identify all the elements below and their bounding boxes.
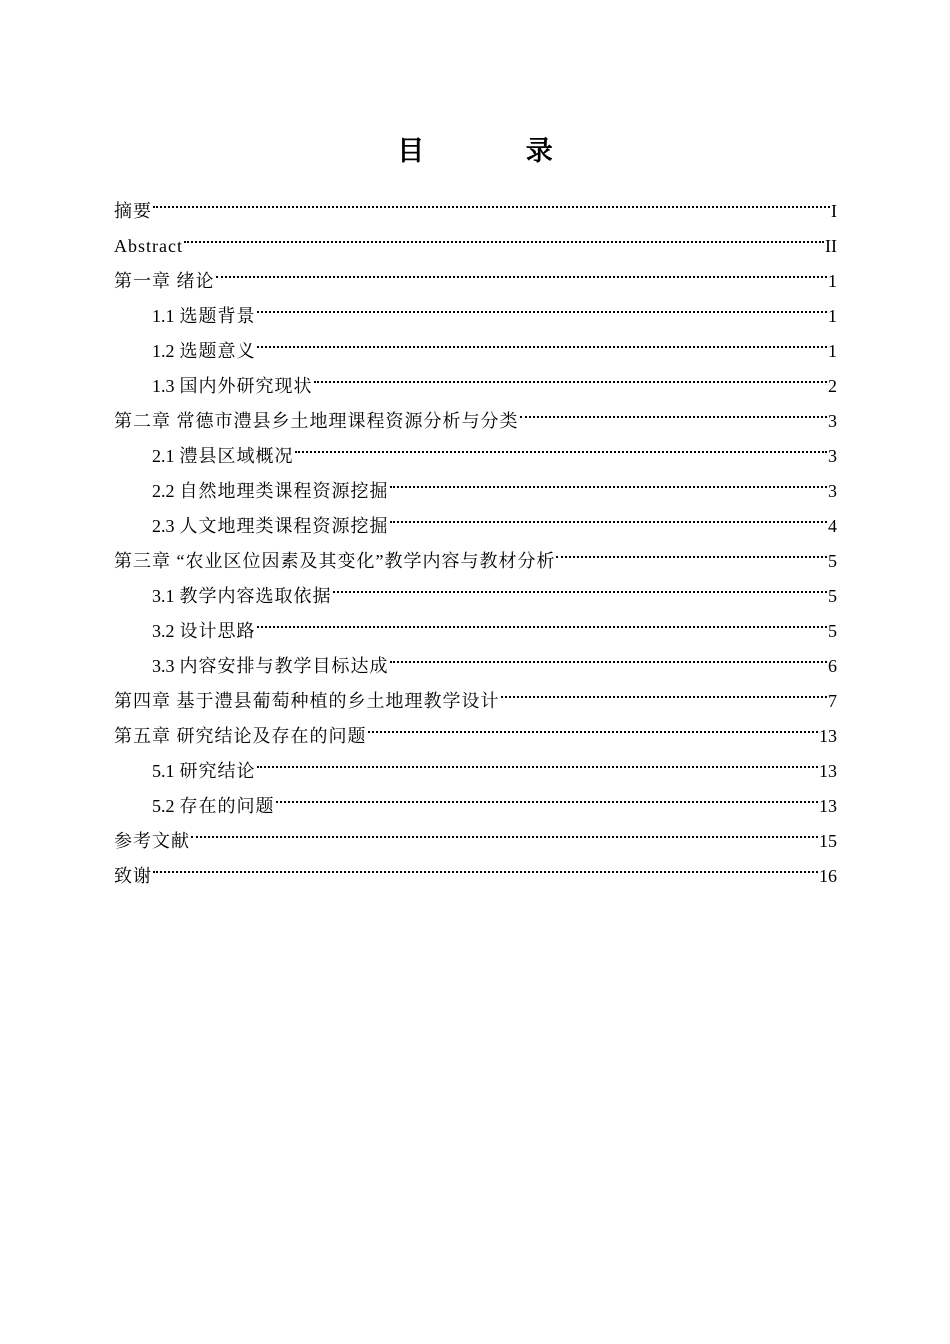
- toc-dot-leader: [276, 777, 819, 812]
- toc-dot-leader: [184, 217, 824, 252]
- toc-dot-leader: [257, 287, 828, 322]
- toc-page-number: II: [825, 236, 837, 256]
- toc-entry-text: 致谢: [114, 866, 152, 886]
- toc-page-number: 1: [828, 306, 837, 326]
- toc-entry-text: 第四章 基于澧县葡萄种植的乡土地理教学设计: [114, 691, 500, 711]
- toc-page-number: 5: [828, 551, 837, 571]
- toc-entry-label: [152, 474, 389, 509]
- toc-entry-label: [152, 614, 256, 649]
- toc-dot-leader: [153, 182, 830, 217]
- toc-page-number: I: [831, 201, 837, 221]
- toc-entry-number: 2.1: [152, 446, 175, 466]
- toc-dot-leader: [295, 427, 828, 462]
- toc-dot-leader: [368, 707, 819, 742]
- toc-entry-text: 教学内容选取依据: [179, 586, 332, 606]
- toc-entry-number: 1.3: [152, 376, 175, 396]
- toc-page-number: 13: [819, 761, 837, 781]
- toc-dot-leader: [390, 637, 828, 672]
- toc-entry-text: 自然地理类课程资源挖掘: [179, 481, 389, 501]
- toc-entry-label: [152, 369, 313, 404]
- toc-entry-label: [152, 649, 389, 684]
- toc-entry-text: 人文地理类课程资源挖掘: [179, 516, 389, 536]
- toc-page-number: 3: [828, 481, 837, 501]
- toc-entry-label: [152, 509, 389, 544]
- toc-dot-leader: [390, 497, 828, 532]
- toc-entry-number: 3.2: [152, 621, 175, 641]
- toc-list: [114, 182, 837, 886]
- toc-dot-leader: [314, 357, 828, 392]
- toc-entry-text: 第五章 研究结论及存在的问题: [114, 726, 367, 746]
- toc-entry-text: 澧县区域概况: [179, 446, 294, 466]
- toc-page-number: 6: [828, 656, 837, 676]
- toc-title: 目 录: [397, 136, 599, 167]
- toc-dot-leader: [257, 322, 828, 357]
- toc-page-number: 3: [828, 411, 837, 431]
- toc-page-number: 13: [819, 796, 837, 816]
- toc-dot-leader: [501, 672, 828, 707]
- toc-dot-leader: [191, 812, 818, 847]
- toc-page-number: 15: [819, 831, 837, 851]
- toc-entry-text: Abstract: [114, 236, 183, 256]
- toc-entry-number: 5.1: [152, 761, 175, 781]
- toc-page-number: 1: [828, 341, 837, 361]
- toc-entry-text: 存在的问题: [179, 796, 275, 816]
- toc-dot-leader: [333, 567, 828, 602]
- toc-page-number: 2: [828, 376, 837, 396]
- toc-entry-label: [152, 334, 256, 369]
- toc-dot-leader: [556, 532, 827, 567]
- toc-entry-label: [114, 229, 183, 264]
- toc-entry[interactable]: [114, 847, 837, 886]
- toc-entry-text: 设计思路: [179, 621, 256, 641]
- toc-entry-number: 1.1: [152, 306, 175, 326]
- toc-entry[interactable]: [114, 182, 837, 221]
- toc-page-number: 16: [819, 866, 837, 886]
- toc-entry[interactable]: [114, 287, 837, 326]
- toc-entry-text: 参考文献: [114, 831, 190, 851]
- toc-page-number: 7: [828, 691, 837, 711]
- toc-dot-leader: [390, 462, 828, 497]
- toc-entry-text: 选题意义: [179, 341, 256, 361]
- toc-entry-text: 选题背景: [179, 306, 256, 326]
- toc-entry-number: 3.1: [152, 586, 175, 606]
- toc-dot-leader: [216, 252, 828, 287]
- toc-entry[interactable]: [114, 217, 837, 256]
- toc-entry[interactable]: [114, 812, 837, 851]
- toc-entry-label: [152, 439, 294, 474]
- toc-dot-leader: [257, 602, 828, 637]
- toc-entry-label: [114, 264, 215, 299]
- toc-entry-label: [152, 754, 256, 789]
- toc-entry-text: 摘要: [114, 201, 152, 221]
- toc-entry-label: [114, 194, 152, 229]
- toc-page-number: 1: [828, 271, 837, 291]
- toc-dot-leader: [257, 742, 819, 777]
- toc-entry-text: 国内外研究现状: [179, 376, 313, 396]
- toc-entry-text: 研究结论: [179, 761, 256, 781]
- toc-entry[interactable]: [114, 252, 837, 291]
- toc-entry-label: [114, 859, 152, 894]
- toc-page-number: 3: [828, 446, 837, 466]
- toc-entry-text: 第二章 常德市澧县乡土地理课程资源分析与分类: [114, 411, 519, 431]
- toc-dot-leader: [153, 847, 818, 882]
- toc-entry-number: 2.2: [152, 481, 175, 501]
- toc-entry-number: 1.2: [152, 341, 175, 361]
- toc-entry-number: 3.3: [152, 656, 175, 676]
- toc-entry-text: 内容安排与教学目标达成: [179, 656, 389, 676]
- toc-page-number: 4: [828, 516, 837, 536]
- toc-entry-number: 5.2: [152, 796, 175, 816]
- toc-entry-text: 第一章 绪论: [114, 271, 215, 291]
- toc-page-number: 5: [828, 621, 837, 641]
- toc-entry-number: 2.3: [152, 516, 175, 536]
- toc-page-number: 13: [819, 726, 837, 746]
- toc-page-number: 5: [828, 586, 837, 606]
- toc-entry-label: [152, 299, 256, 334]
- toc-entry-text: 第三章 “农业区位因素及其变化”教学内容与教材分析: [114, 551, 556, 571]
- toc-dot-leader: [520, 392, 828, 427]
